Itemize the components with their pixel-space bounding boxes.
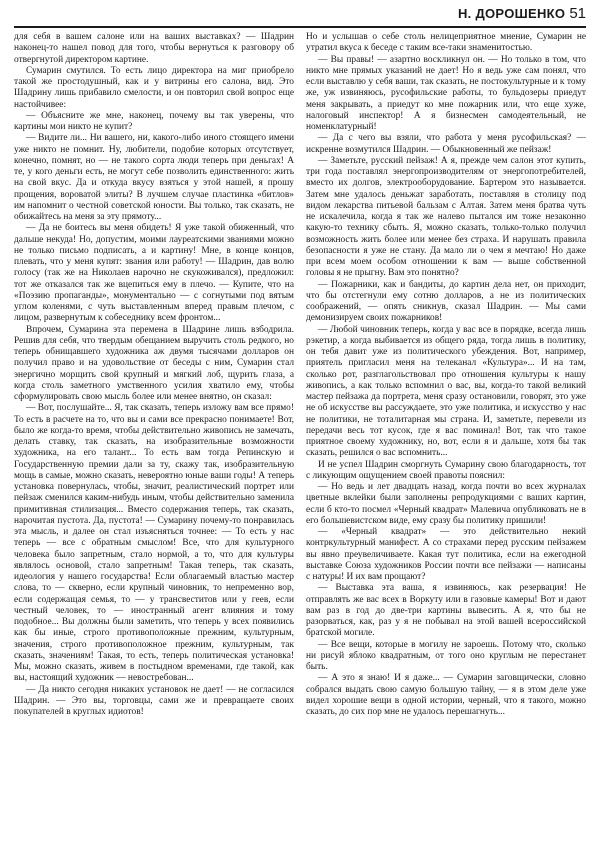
paragraph: — Да с чего вы взяли, что работа у меня русофильская? — искренне возмутился Шадрин. — Обыкновенный же пейзаж!: [306, 133, 586, 155]
paragraph: — Объясните же мне, наконец, почему вы так уверены, что картины мои никто не купит?: [14, 110, 294, 132]
paragraph: Впрочем, Сумарина эта перемена в Шадрине лишь взбодрила. Решив для себя, что твердым обещанием выручить столь редкого, но теперь обнищавшего художника аж двумя тысячами долларов он получил право и на удовольствие от беседы с ним, Сумарин стал энергично морщить свой крупный и мягкий лоб, щурить глаза, а когда столь заметного умственного усилия хватило ему, чтобы сформулировать свою мысль более или менее внятно, он сказал:: [14, 324, 294, 402]
running-header: [14, 0, 586, 28]
paragraph: — Заметьте, русский пейзаж! А я, прежде чем салон этот купить, три года поставлял энергопроизводителям от энергопотребителей, вместо их долгов, электрооборудование. Бартером это называется. Затем мне удалось деньжат заработать, поставляя в столицу под видом лекарства питьевой бальзам с Алтая. Затем меня братва чуть не искалечила, когда я так же налево пытался им тоже незаконно какую-то технику сбыть. Я, можно сказать, только-только получил возможность жить более или менее без страха. И нарушать правила безопасности я уже не стану. Да мало ли о чем я мечтаю! Но даже при всем моем особом отношении к вам — выше собственной головы я не прыгну. Вам это понятно?: [306, 155, 586, 279]
paragraph: И не успел Шадрин смоpгнуть Сумарину свою благодарность, тот с ликующим ощущением своей правоты пояснил:: [306, 459, 586, 481]
left-column: [14, 32, 294, 856]
paragraph: — Но ведь и лет двадцать назад, когда почти во всех журналах цветные вклейки были заполнены репродукциями с ваших картин, если б кто-то посмел «Черный квадрат» Малевича опубликовать не в его большевистском виде, ему сразу бы политику пришили!: [306, 482, 586, 526]
text-columns: [14, 32, 586, 856]
paragraph: — Видите ли... Ни вашего, ни, какого-либо иного стоящего имени уже никто не помнит. Ну, любители, подобие которых отсутствует, конечно, помнят, но — не такого сорта люди теперь при деньгах! А те, у кого деньги есть, не могут себе позволить единственного: жить на свой вкус. Да и откуда вкусу взяться у этой нашей, я прошу прощения, вороватой элиты? В лучшем случае пластинка «битлов» им напомнит о честной советской юности. Вы только, так сказать, не обижайтесь на меня за эту прямоту...: [14, 133, 294, 222]
author-name: Н. ДОРОШЕНКО: [457, 5, 566, 21]
paragraph: Но и услышав о себе столь нелицеприятное мнение, Сумарин не утратил вкуса к беседе с таким все-таки знаменитостью.: [306, 32, 586, 54]
paragraph: — Все вещи, которые в могилу не зароешь. Потому что, сколько ни рисуй яблоко квадратным, от того оно круглым не перестанет быть.: [306, 639, 586, 672]
right-column: [306, 32, 586, 856]
paragraph: для себя в вашем салоне или на ваших выставках? — Шадрин наконец-то нашел повод для того, чтобы вернуться к разговору об отвергнутой директором картине.: [14, 32, 294, 65]
paragraph: — Любой чиновник теперь, когда у вас все в порядке, всегда лишь рэкетир, а когда выбивается из общего ряда, тогда лишь в политику, он тебя давит уже из политического убеждения. Вот, например, приятель пригласил меня на телеканал «Культура»... И на там, сколько рот, разглагольствовал про отношения культуры к нашу живопись, а как только вспомнил о вас, вы, когда-то такой великий мастер пейзажа да портрета, меня сразу остановили, говорят, это уже не об искусстве вы рассуждаете, это уже политика, и искусство у нас не политики, не тоталитарная мы страна. И, заметьте, перевели из передачи весь тот кусок, где я вас поминал! Вот, так что такое приятное своему художнику, но, вот, если я и дальше, хотя бы так сказать, решился о вас вспомнить...: [306, 324, 586, 459]
paragraph: — Вот, послушайте... Я, так сказать, теперь изложу вам все прямо! То есть в расчете на то, что вы и сами все прекрасно понимаете! Вот, было же когда-то время, чтобы действительно живопись не замечать, делать ставку, так сказать, на изобразительные возможности художника, на его талант... То есть вам тогда Репинскую и Государственную премии дали за ту, скажу так, изобразительную мощь в самые, можно сказать, невероятно юные ваши годы! А теперь установка повернулась, чтобы, значит, реалистический портрет или пейзаж сменился каким-нибудь иным, чтобы действительно заменила примитивная стилизация... Вместо содержания теперь, так сказать, нарочитая пустота. Да, пустота! — Сумарину почему-то понравилась эта мысль, и далее он стал изъясняться точнее: — То есть у нас теперь — все с обратным смыслом! Все, что для культурного человека было запретным, стало нормой, а то, что для культуры являлось основой, стало запретным! Такая теперь, так сказать, идеология у нашего государства! Если облагаемый властью мастер слова, то — скверно, если крупный чиновник, то непременно вор, если содержащая семья, то — у трансвеститов или у геев, если честный человек, то — иностранный агент влияния и тому подобное... Вы должны были заметить, что теперь у всех появились как бы иные, строго противоположные прежним, культурным, значения, строго противоположное прежним, культурным, так сказать, значениям! Такая, то есть, теперь политическая установка! Мы, можно сказать, живем в постыдном временами, где такой, как вы, настоящий художник — невостребован...: [14, 403, 294, 684]
paragraph: — «Черный квадрат» — это действительно некий контркультурный манифест. А со страхами перед русским пейзажем вы явно преувеличиваете. Какая тут политика, если на ежегодной выставке Союза художников России почти все пейзажи — написаны с натуры! И их вам прощают?: [306, 527, 586, 582]
paragraph: Сумарин смутился. То есть лицо директора на миг приобрело такой же простодушный, как и у витрины его салона, вид. Это Шадрину лишь прибавило смелости, и он повторил свой вопрос еще настойчивее:: [14, 65, 294, 110]
paragraph: — Вы правы! — азартно воскликнул он. — Но только в том, что никто мне прямых указаний не дает! Но я ведь уже сам понял, что если выставлю у себя ваши, так сказать, не постокультурные и к тому же, уж извиняюсь, русофильские работы, то бульдозеры приедут меня закрывать, а приедут ко мне пожарник или, что еще хуже, налоговый инспектор! А я бизнесмен самодеятельный, не номенклатурный!: [306, 54, 586, 132]
paragraph: — Да не боитесь вы меня обидеть! Я уже такой обиженный, что дальше некуда! Но, допустим, моими лауреатскими званиями можно не только письмо подписать, а и картину! Мне, в конце концов, плевать, что у меня купят: звания или работу! — Шадрин, дав волю голосу (так же на Николаев нарочно не скукоживался), предложил: тот же отказался так же вцепиться ему в плечо. — Купите, что на «Поэзию пропаганды», монументально — с согнутыми под вятым углом коленями, с чуть выставленным вперед правым плечом, с лицом, развернутым к собеседнику всем фронтом...: [14, 223, 294, 324]
paragraph: — Выставка эта ваша, я извиняюсь, как резервация! Не отправлять же вас всех в Воркуту или в газовые камеры! Вот и дают вам раз в год до две-три картины вывесить. А я, что бы не разорваться, как, раз у я не побывал на этой вашей всероссийской братской могиле.: [306, 583, 586, 639]
paragraph: — Да никто сегодня никаких установок не дает! — не согласился Шадрин. — Это вы, торговцы, сами же и превращаете своих покупателей в круглых идиотов!: [14, 684, 294, 717]
paragraph: — А это я знаю! И я даже... — Сумарин заговщически, словно собрался выдать свою самую большую тайну, — я в этом деле уже видел хорошие вещи в одной истории, черный, что я такого, можно сказать, до сих пор мне не удалось перешагнуть...: [306, 673, 586, 717]
page-number: 51: [569, 4, 586, 22]
paragraph: — Пожарники, как и бандиты, до картин дела нет, он приходит, что бы отстегнули ему сотню долларов, а не из политических соображений, — опять сникнув, сказал Шадрин. — Мы сами демонизируем своих пожарников!: [306, 279, 586, 324]
